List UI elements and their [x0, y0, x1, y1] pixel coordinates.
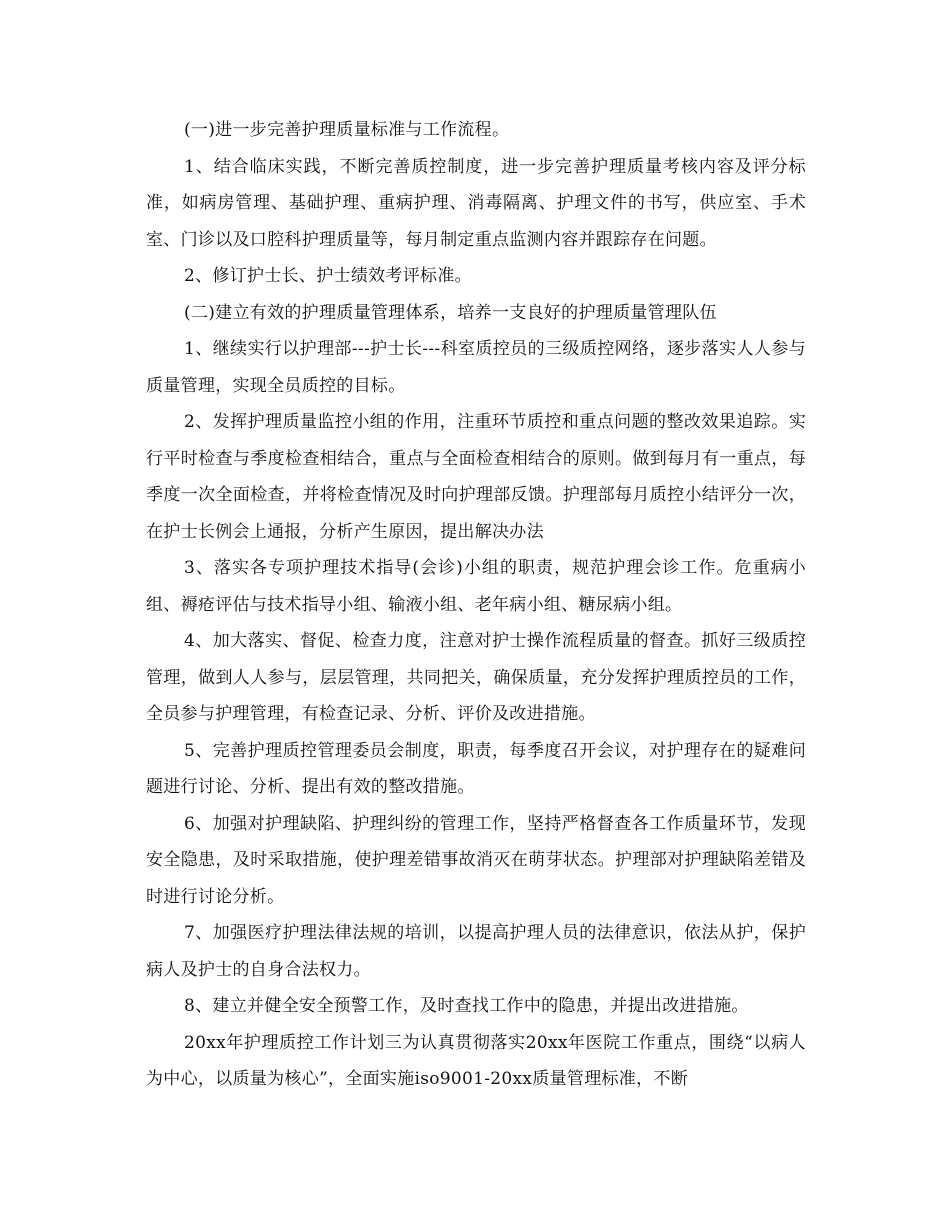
paragraph-item-1-2: 2、修订护士长、护士绩效考评标准。 — [184, 266, 472, 286]
section-heading-2: (二)建立有效的护理质量管理体系，培养一支良好的护理质量管理队伍 — [184, 302, 717, 323]
paragraph-item-2-7: 7、加强医疗护理法律法规的培训，以提高护理人员的法律意识，依法从护，保护病人及护士的自身合法权力。 — [146, 923, 806, 980]
paragraph-item-1-1: 1、结合临床实践，不断完善质控制度，进一步完善护理质量考核内容及评分标准，如病房管理、基础护理、重病护理、消毒隔离、护理文件的书写，供应室、手术室、门诊以及口腔科护理质量等，每月制定重点监测内容并跟踪存在问题。 — [146, 156, 806, 250]
paragraph-item-2-8: 8、建立并健全安全预警工作，及时查找工作中的隐患，并提出改进措施。 — [184, 996, 749, 1016]
paragraph-item-2-4: 4、加大落实、督促、检查力度，注意对护士操作流程质量的督查。抓好三级质控管理，做到人人参与，层层管理，共同把关，确保质量，充分发挥护理质控员的工作，全员参与护理管理，有检查记录、分析、评价及改进措施。 — [146, 631, 806, 724]
document-body — [146, 112, 806, 1098]
section-heading-1: (一)进一步完善护理质量标准与工作流程。 — [184, 120, 510, 140]
paragraph-item-2-3: 3、落实各专项护理技术指导(会诊)小组的职责，规范护理会诊工作。危重病小组、褥疮评估与技术指导小组、输液小组、老年病小组、糖尿病小组。 — [146, 558, 806, 615]
paragraph-item-2-5: 5、完善护理质控管理委员会制度，职责，每季度召开会议，对护理存在的疑难问题进行讨论、分析、提出有效的整改措施。 — [146, 740, 806, 797]
paragraph-item-2-2: 2、发挥护理质量监控小组的作用，注重环节质控和重点问题的整改效果追踪。实行平时检查与季度检查相结合，重点与全面检查相结合的原则。做到每月有一重点，每季度一次全面检查，并将检查情况及时向护理部反馈。护理部每月质控小结评分一次，在护士长例会上通报，分析产生原因，提出解决办法 — [146, 412, 806, 542]
paragraph-item-2-1: 1、继续实行以护理部---护士长---科室质控员的三级质控网络，逐步落实人人参与质量管理，实现全员质控的目标。 — [146, 339, 806, 396]
plan-three-intro: 20xx年护理质控工作计划三为认真贯彻落实20xx年医院工作重点，围绕“以病人为中心，以质量为核心”，全面实施iso9001-20xx质量管理标准，不断 — [146, 1032, 806, 1089]
paragraph-item-2-6: 6、加强对护理缺陷、护理纠纷的管理工作，坚持严格督查各工作质量环节，发现安全隐患，及时采取措施，使护理差错事故消灭在萌芽状态。护理部对护理缺陷差错及时进行讨论分析。 — [146, 813, 806, 907]
